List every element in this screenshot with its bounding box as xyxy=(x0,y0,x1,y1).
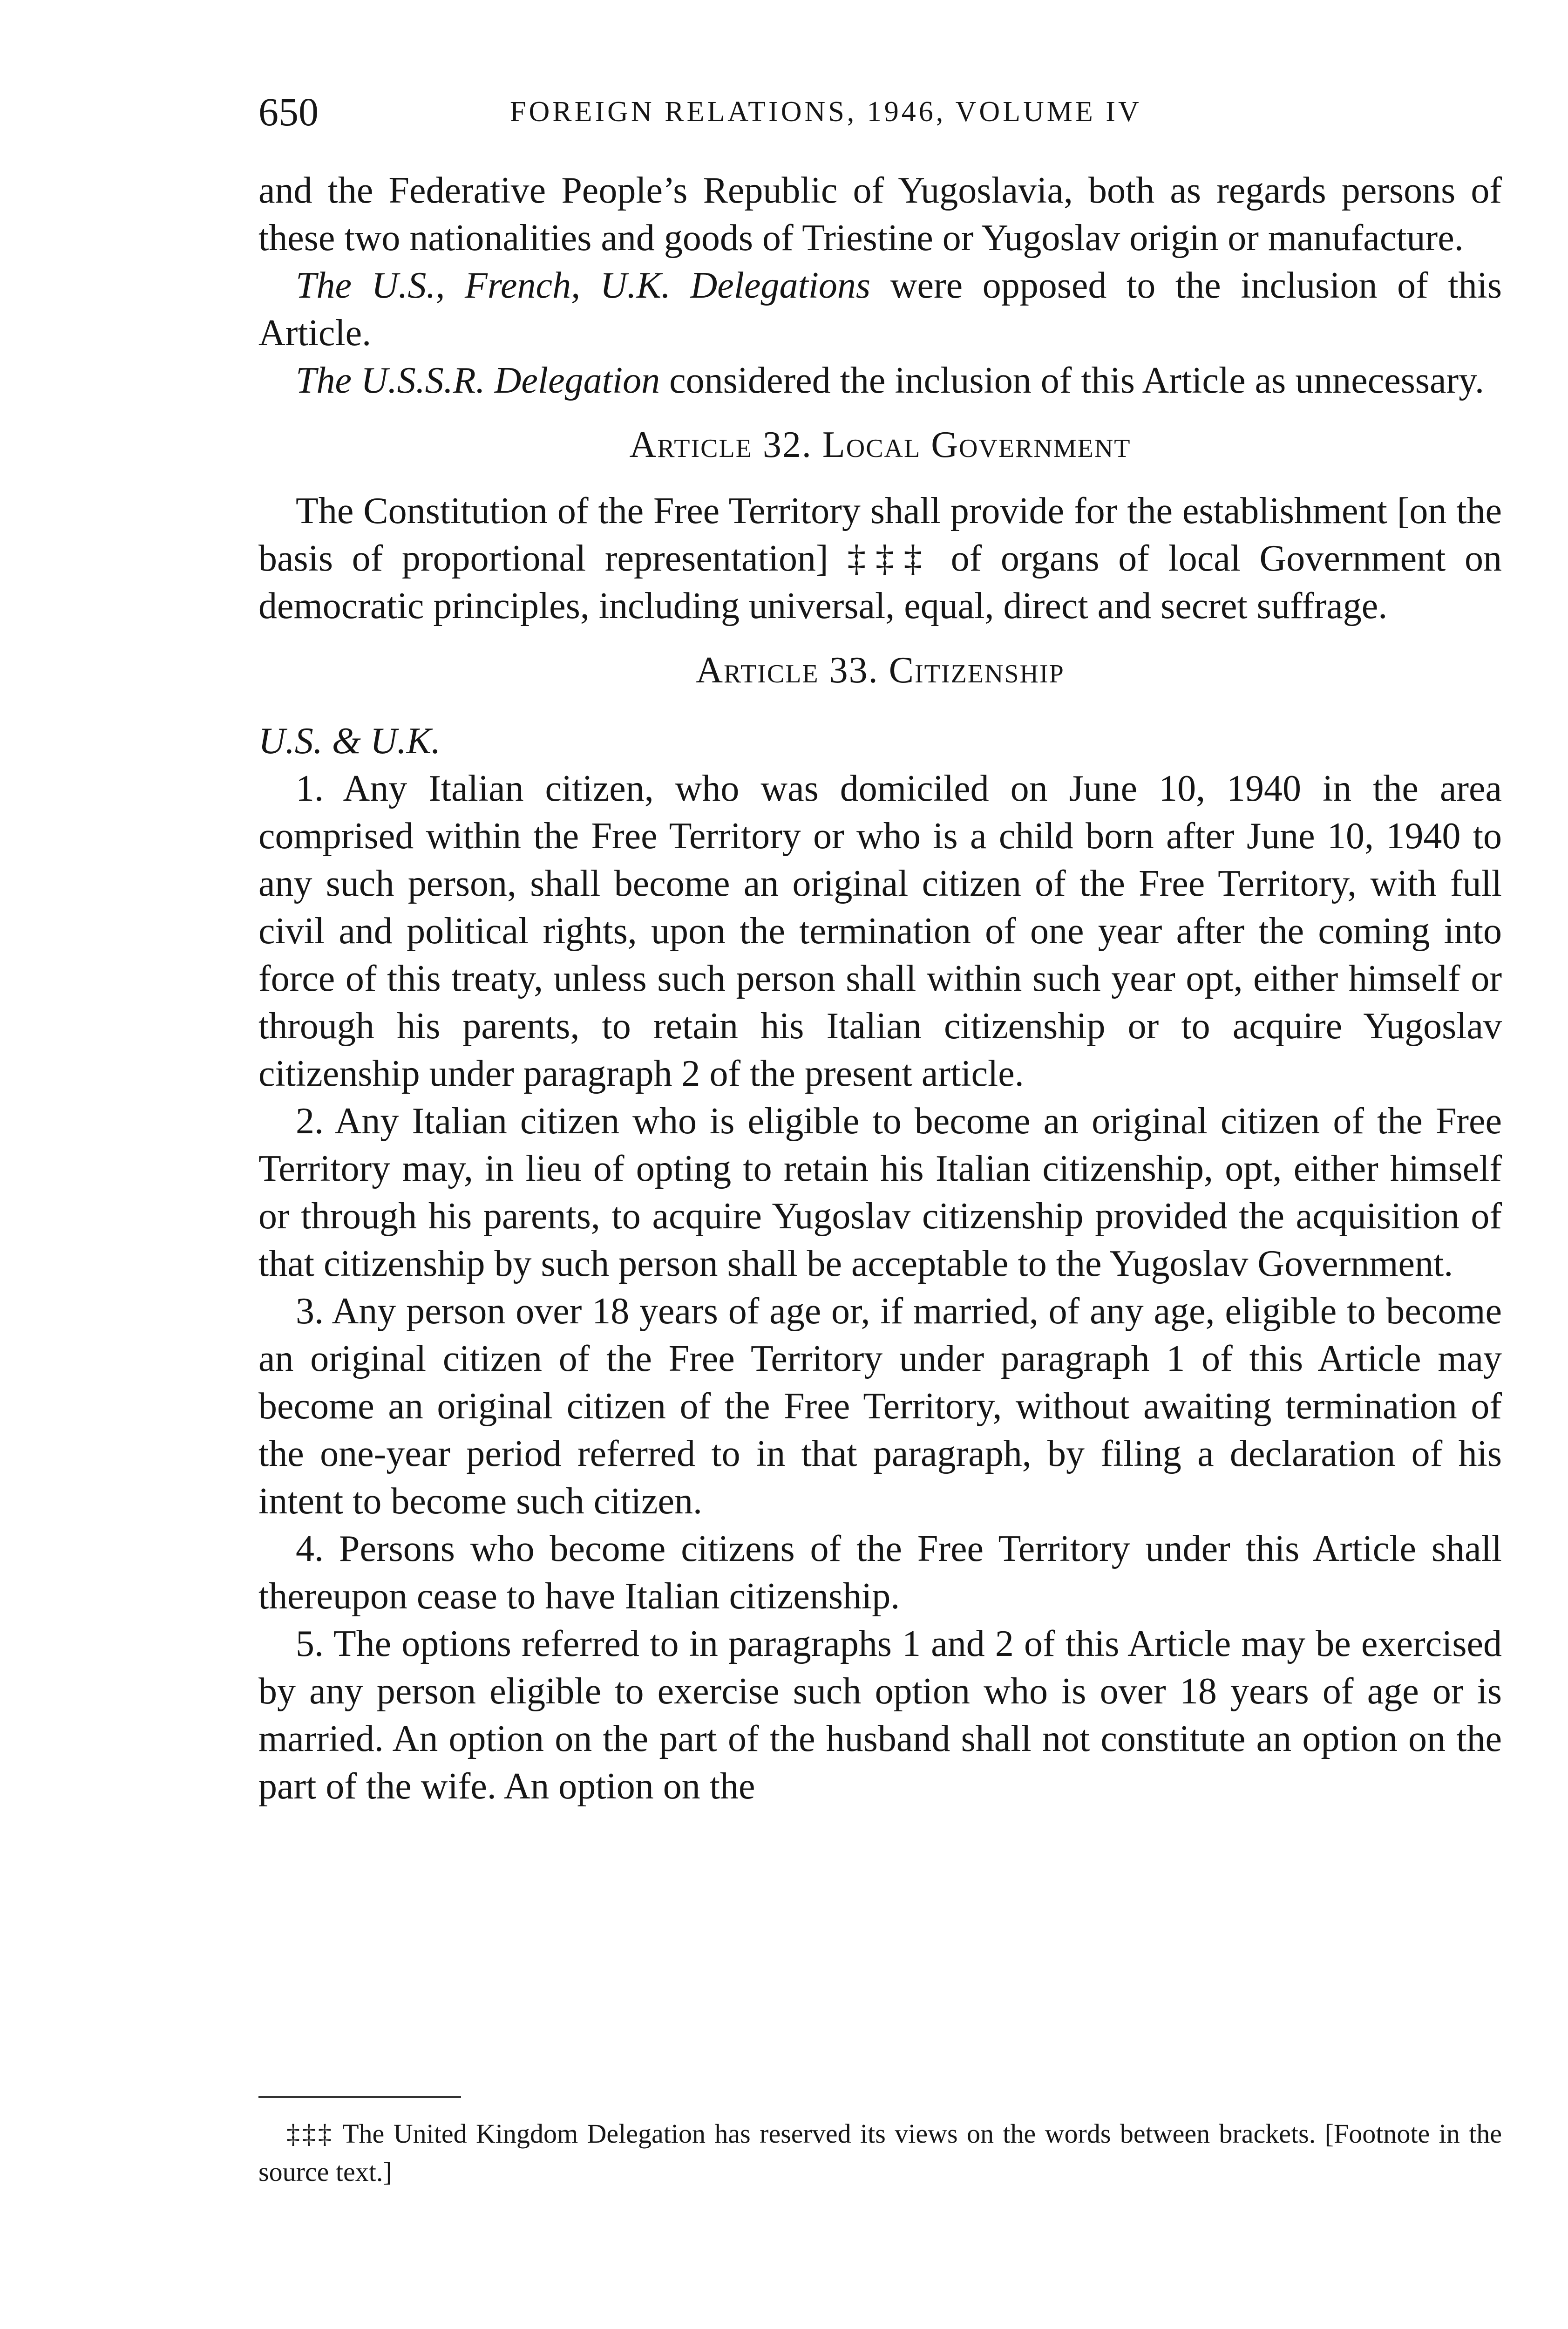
delegation-position-us-fr-uk xyxy=(258,262,1502,357)
delegation-position-ussr xyxy=(258,357,1502,404)
article-33-paragraph: 4. Persons who become citizens of the Free Territory under this Article shall thereupon cease to have Italian citizenship. xyxy=(258,1528,1502,1617)
running-title: FOREIGN RELATIONS, 1946, VOLUME IV xyxy=(510,96,1142,128)
article-33-heading: Article 33. Citizenship xyxy=(696,650,1065,691)
footnote-rule xyxy=(258,2096,461,2098)
article-33-delegations: U.S. & U.K. xyxy=(258,721,441,762)
article-33-paragraph: 5. The options referred to in paragraphs 1 and 2 of this Article may be exercised by any person eligible to exercise such option who is over 18 years of age or is married. An option on the part of the husband shall not constitute an option on the part of the wife. An option on the xyxy=(258,1623,1502,1807)
delegation-position-text: were opposed to the inclusion of this Article. xyxy=(258,265,1502,354)
article-32-text: The Constitution of the Free Territory shall provide for the establishment [on the basis of proportional representation] ‡‡‡ of organs of local Government on democratic principles, including universal, equal, direct and secret suffrage. xyxy=(258,490,1502,627)
article-33-paragraph: 2. Any Italian citizen who is eligible to become an original citizen of the Free Territory may, in lieu of opting to retain his Italian citizenship, opt, either himself or through his parents, to acquire Yugoslav citizenship provided the acquisition of that citizenship by such person shall be acceptable to the Yugoslav Government. xyxy=(258,1101,1502,1284)
running-header xyxy=(258,84,1502,140)
delegation-label: The U.S.S.R. Delegation xyxy=(296,360,660,401)
article-33-paragraph: 1. Any Italian citizen, who was domiciled on June 10, 1940 in the area comprised within the Free Territory or who is a child born after June 10, 1940 to any such person, shall become an original citizen of the Free Territory, with full civil and political rights, upon the termination of one year after the coming into force of this treaty, unless such person shall within such year opt, either himself or through his parents, to retain his Italian citizenship or to acquire Yugoslav citizenship under paragraph 2 of the present article. xyxy=(258,768,1502,1094)
continuation-paragraph: and the Federative People’s Republic of Yugoslavia, both as regards persons of these two nationalities and goods of Triestine or Yugoslav origin or manufacture. xyxy=(258,170,1502,259)
delegation-label: The U.S., French, U.K. Delegations xyxy=(296,265,871,306)
page-number: 650 xyxy=(258,89,319,134)
article-33-paragraph: 3. Any person over 18 years of age or, if married, of any age, eligible to become an original citizen of the Free Territory under paragraph 1 of this Article may become an original citizen of the Free Territory, without awaiting termination of the one-year period referred to in that paragraph, by filing a declaration of his intent to become such citizen. xyxy=(258,1291,1502,1522)
article-32-heading: Article 32. Local Government xyxy=(629,424,1131,465)
body-text xyxy=(258,167,1502,1810)
footnote: ‡‡‡ The United Kingdom Delegation has reserved its views on the words between brackets. [Footnote in the source text.] xyxy=(258,2118,1502,2187)
delegation-position-text: considered the inclusion of this Article as unnecessary. xyxy=(660,360,1484,401)
